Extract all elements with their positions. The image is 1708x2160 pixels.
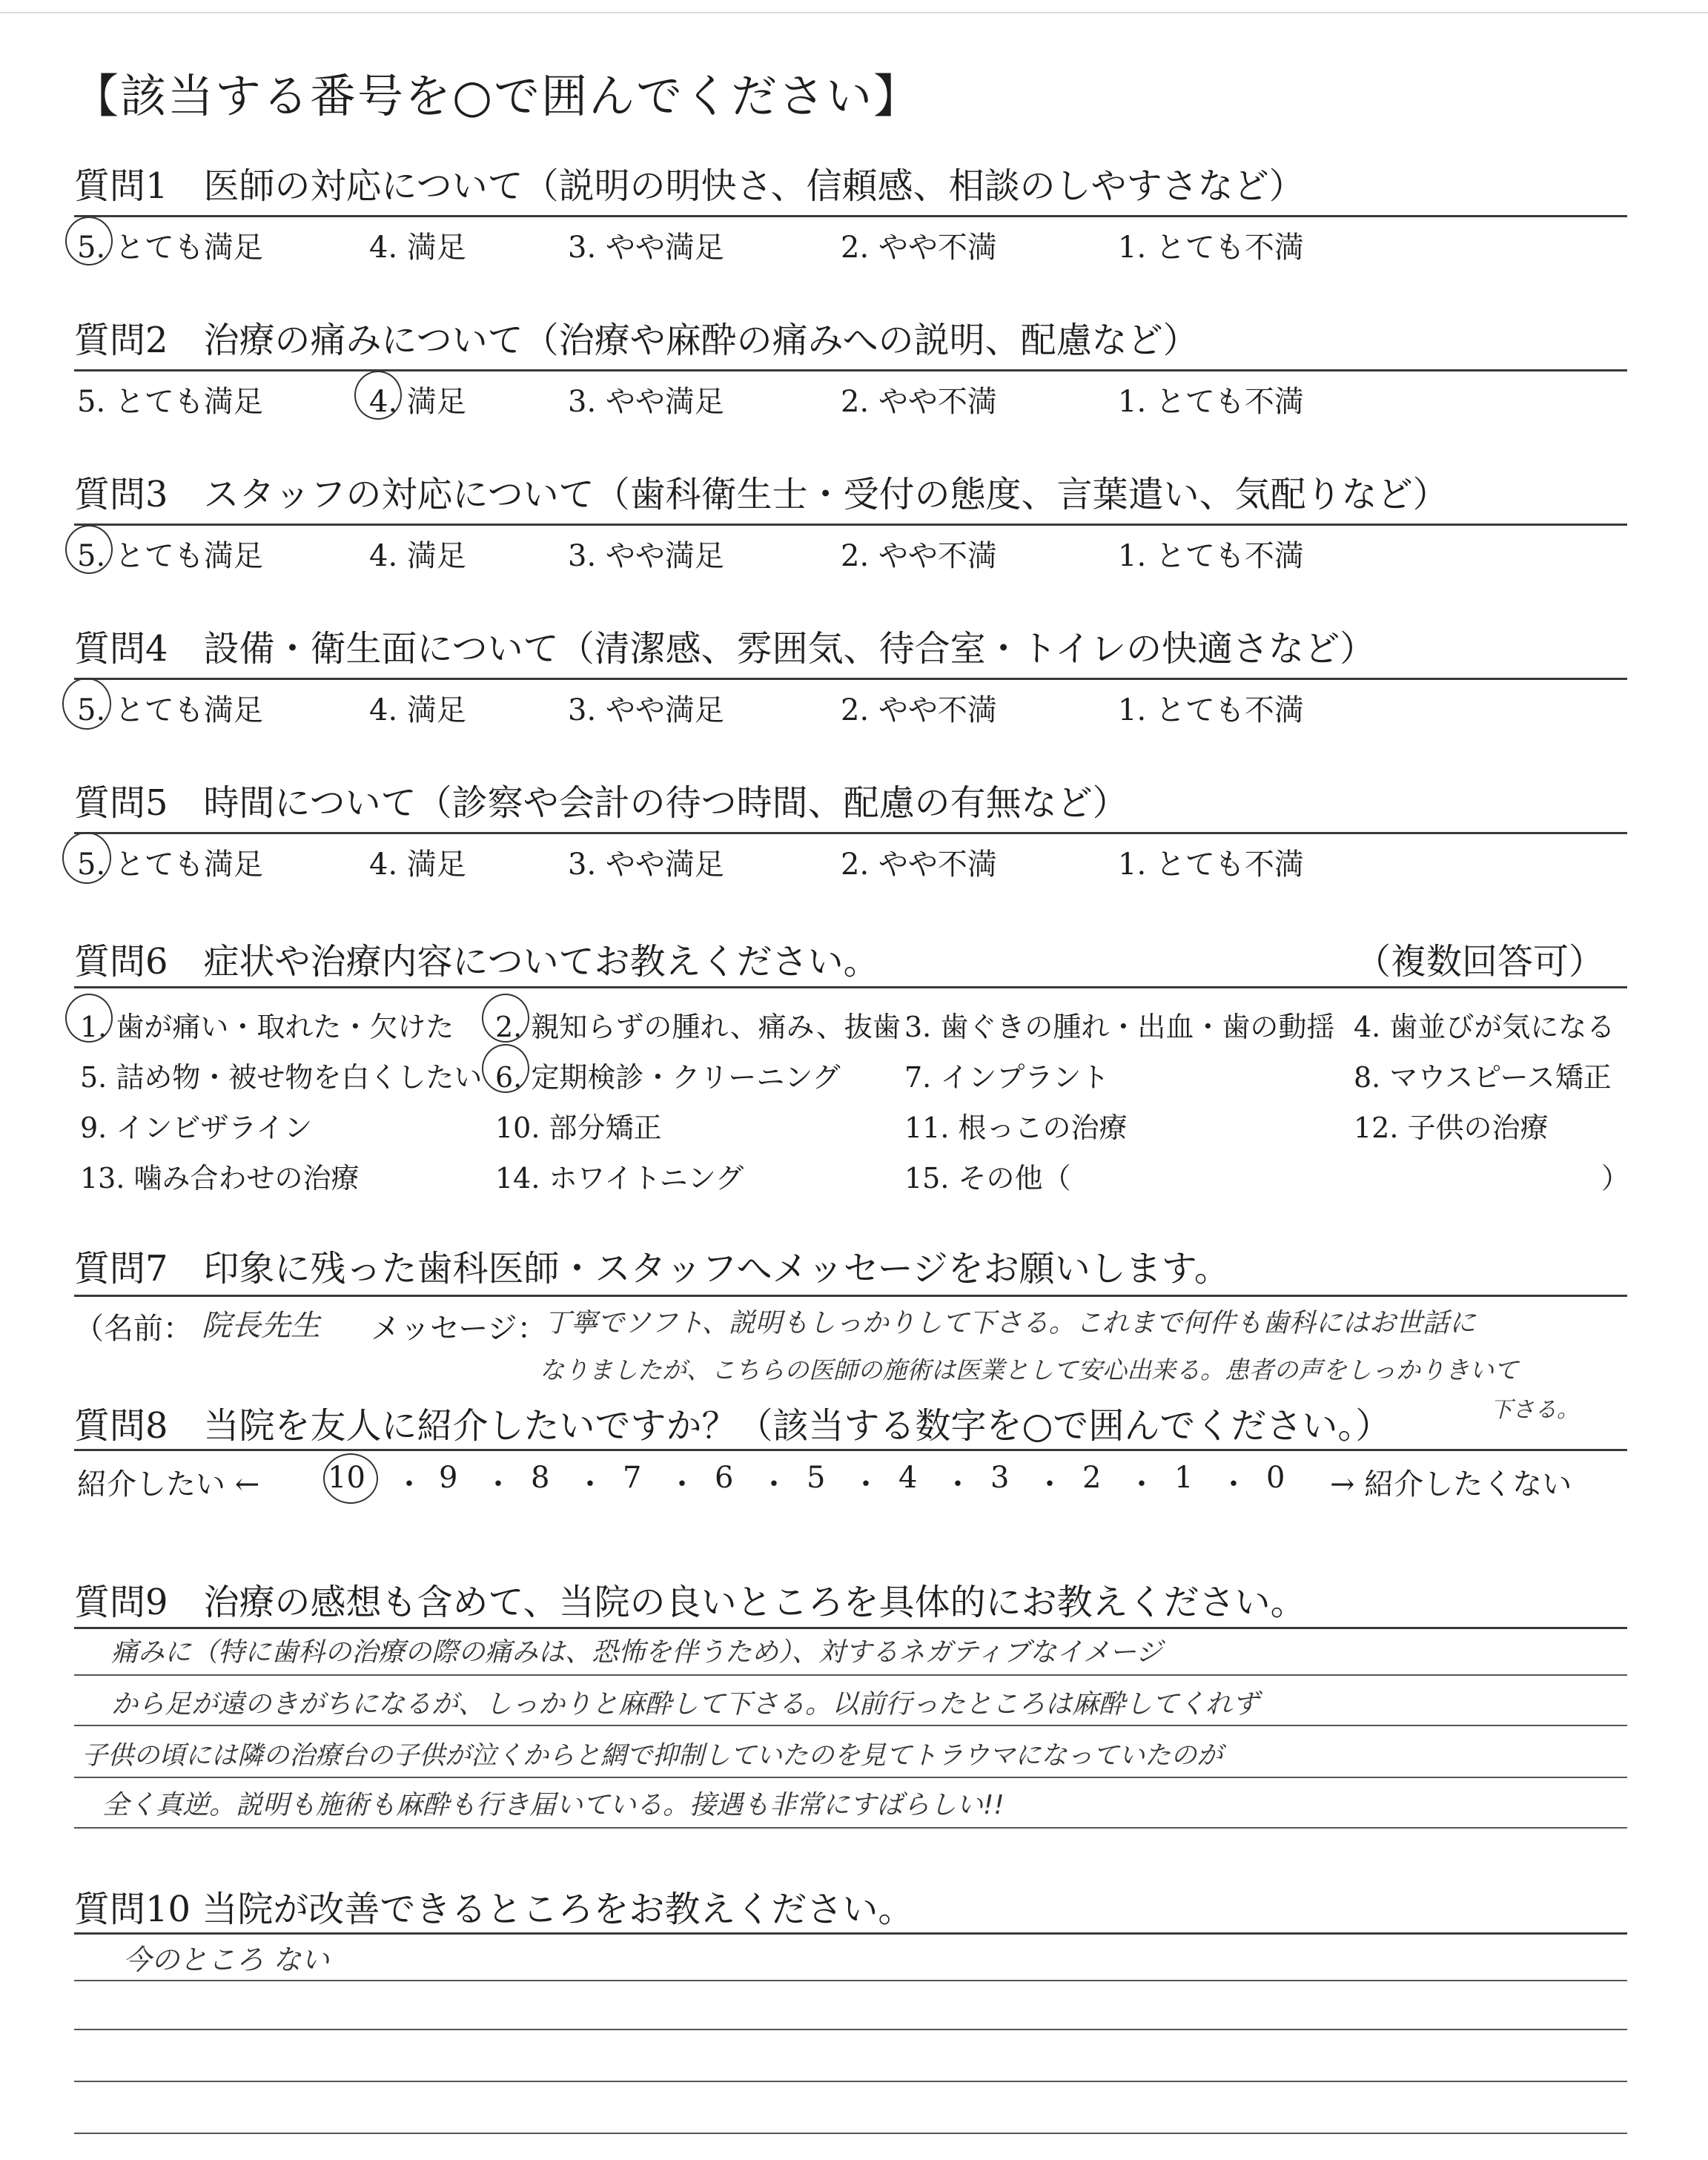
question-6-note: （複数回答可） xyxy=(1355,941,1605,982)
divider xyxy=(74,1295,1627,1297)
selection-circle xyxy=(62,832,111,884)
q6-option-11[interactable]: 11. 根っこの治療 xyxy=(904,1112,1128,1144)
q5-option-5[interactable]: 5. とても満足 xyxy=(77,848,263,882)
scale-separator: ・ xyxy=(1035,1467,1065,1502)
q2-option-5[interactable]: 5. とても満足 xyxy=(77,385,263,419)
q9-answer-line-2[interactable]: から足が遠のきがちになるが、しっかりと麻酔して下さる。以前行ったところは麻酔してくれず xyxy=(111,1689,1260,1720)
divider xyxy=(74,1932,1627,1935)
selection-circle xyxy=(482,994,529,1043)
question-4-label: 質問4 設備・衛生面について（清潔感、雰囲気、待合室・トイレの快適さなど） xyxy=(74,628,1376,670)
scale-value-0[interactable]: 0 xyxy=(1266,1461,1285,1495)
q3-option-5[interactable]: 5. とても満足 xyxy=(77,539,263,573)
q5-option-3[interactable]: 3. やや満足 xyxy=(568,848,724,882)
scale-value-8[interactable]: 8 xyxy=(531,1461,550,1495)
scale-right-label: → 紹介したくない xyxy=(1330,1467,1572,1502)
q10-answer[interactable]: 今のところ ない xyxy=(123,1943,330,1976)
question-10-label: 質問10 当院が改善できるところをお教えください。 xyxy=(74,1889,914,1930)
scale-separator: ・ xyxy=(575,1467,605,1502)
writing-line xyxy=(74,2081,1627,2082)
scale-value-4[interactable]: 4 xyxy=(898,1461,918,1495)
page-title: 【該当する番号を○で囲んでください】 xyxy=(73,69,921,123)
scale-separator: ・ xyxy=(1127,1467,1156,1502)
q6-option-15-close: ） xyxy=(1601,1162,1630,1195)
q5-option-4[interactable]: 4. 満足 xyxy=(369,848,466,882)
q3-option-4[interactable]: 4. 満足 xyxy=(369,539,466,573)
q7-message-line-3[interactable]: 下さる。 xyxy=(1490,1397,1579,1423)
q6-option-14[interactable]: 14. ホワイトニング xyxy=(495,1162,744,1195)
scale-separator: ・ xyxy=(943,1467,973,1502)
q4-option-2[interactable]: 2. やや不満 xyxy=(841,693,997,727)
q2-option-1[interactable]: 1. とても不満 xyxy=(1118,385,1304,419)
q2-option-3[interactable]: 3. やや満足 xyxy=(568,385,724,419)
q6-option-8[interactable]: 8. マウスピース矯正 xyxy=(1354,1061,1612,1094)
divider xyxy=(74,1627,1627,1629)
question-2-label: 質問2 治療の痛みについて（治療や麻酔の痛みへの説明、配慮など） xyxy=(74,320,1199,361)
q3-option-3[interactable]: 3. やや満足 xyxy=(568,539,724,573)
q7-name-label: （名前： xyxy=(74,1312,193,1346)
q1-option-4[interactable]: 4. 満足 xyxy=(369,231,466,265)
scale-separator: ・ xyxy=(851,1467,881,1502)
q4-option-1[interactable]: 1. とても不満 xyxy=(1118,693,1304,727)
q1-option-2[interactable]: 2. やや不満 xyxy=(841,231,997,265)
selection-circle xyxy=(65,525,113,574)
q2-option-2[interactable]: 2. やや不満 xyxy=(841,385,997,419)
q6-option-15[interactable]: 15. その他（ xyxy=(904,1162,1071,1195)
q5-option-2[interactable]: 2. やや不満 xyxy=(841,848,997,882)
q9-answer-line-4[interactable]: 全く真逆。説明も施術も麻酔も行き届いている。接遇も非常にすばらしい!! xyxy=(102,1790,1004,1820)
scale-separator: ・ xyxy=(483,1467,513,1502)
question-9-label: 質問9 治療の感想も含めて、当院の良いところを具体的にお教えください。 xyxy=(74,1582,1306,1623)
scale-value-10[interactable]: 10 xyxy=(328,1461,365,1495)
selection-circle xyxy=(323,1453,378,1504)
scale-left-label: 紹介したい ← xyxy=(77,1467,260,1502)
q6-option-10[interactable]: 10. 部分矯正 xyxy=(495,1112,662,1144)
q7-message-line-2[interactable]: なりましたが、こちらの医師の施術は医業として安心出来る。患者の声をしっかりきいて xyxy=(540,1355,1518,1384)
question-1-label: 質問1 医師の対応について（説明の明快さ、信頼感、相談のしやすさなど） xyxy=(74,165,1305,207)
q6-option-4[interactable]: 4. 歯並びが気になる xyxy=(1354,1011,1615,1043)
selection-circle xyxy=(62,678,111,730)
q5-option-1[interactable]: 1. とても不満 xyxy=(1118,848,1304,882)
q4-option-4[interactable]: 4. 満足 xyxy=(369,693,466,727)
scale-value-1[interactable]: 1 xyxy=(1174,1461,1194,1495)
scale-value-3[interactable]: 3 xyxy=(990,1461,1010,1495)
question-8-label: 質問8 当院を友人に紹介したいですか？（該当する数字を○で囲んでください。） xyxy=(74,1405,1391,1447)
q3-option-2[interactable]: 2. やや不満 xyxy=(841,539,997,573)
writing-line xyxy=(74,1777,1627,1778)
page-top-border xyxy=(0,12,1708,13)
divider xyxy=(74,986,1627,988)
q1-option-1[interactable]: 1. とても不満 xyxy=(1118,231,1304,265)
divider xyxy=(74,369,1627,371)
scale-value-7[interactable]: 7 xyxy=(623,1461,642,1495)
divider xyxy=(74,678,1627,680)
scale-value-5[interactable]: 5 xyxy=(807,1461,826,1495)
q9-answer-line-1[interactable]: 痛みに（特に歯科の治療の際の痛みは、恐怖を伴うため）、対するネガティブなイメージ xyxy=(111,1637,1163,1668)
divider xyxy=(74,1449,1627,1451)
scale-separator: ・ xyxy=(667,1467,697,1502)
question-3-label: 質問3 スタッフの対応について（歯科衛生士・受付の態度、言葉遣い、気配りなど） xyxy=(74,474,1449,515)
writing-line xyxy=(74,1980,1627,1981)
selection-circle xyxy=(354,371,402,420)
q2-option-4[interactable]: 4. 満足 xyxy=(369,385,466,419)
q6-option-3[interactable]: 3. 歯ぐきの腫れ・出血・歯の動揺 xyxy=(904,1011,1335,1043)
scale-separator: ・ xyxy=(759,1467,789,1502)
divider xyxy=(74,524,1627,526)
question-5-label: 質問5 時間について（診察や会計の待つ時間、配慮の有無など） xyxy=(74,782,1128,824)
writing-line xyxy=(74,1674,1627,1676)
writing-line xyxy=(74,1827,1627,1829)
q3-option-1[interactable]: 1. とても不満 xyxy=(1118,539,1304,573)
q6-option-7[interactable]: 7. インプラント xyxy=(904,1061,1110,1094)
question-6-label: 質問6 症状や治療内容についてお教えください。 xyxy=(74,941,879,982)
q6-option-6[interactable]: 6. 定期検診・クリーニング xyxy=(495,1061,841,1094)
selection-circle xyxy=(482,1044,529,1093)
q6-option-1[interactable]: 1. 歯が痛い・取れた・欠けた xyxy=(80,1011,454,1043)
scale-value-6[interactable]: 6 xyxy=(715,1461,734,1495)
scale-separator: ・ xyxy=(394,1467,424,1502)
scale-separator: ・ xyxy=(1219,1467,1248,1502)
q4-option-3[interactable]: 3. やや満足 xyxy=(568,693,724,727)
scale-value-9[interactable]: 9 xyxy=(439,1461,458,1495)
q4-option-5[interactable]: 5. とても満足 xyxy=(77,693,263,727)
q1-option-5[interactable]: 5. とても満足 xyxy=(77,231,263,265)
selection-circle xyxy=(65,994,113,1043)
q6-option-5[interactable]: 5. 詰め物・被せ物を白くしたい xyxy=(80,1061,483,1094)
q9-answer-line-3[interactable]: 子供の頃には隣の治療台の子供が泣くからと網で抑制していたのを見てトラウマになっていたのが xyxy=(82,1741,1223,1771)
q6-option-12[interactable]: 12. 子供の治療 xyxy=(1354,1112,1549,1144)
writing-line xyxy=(74,2029,1627,2030)
writing-line xyxy=(74,1725,1627,1726)
q1-option-3[interactable]: 3. やや満足 xyxy=(568,231,724,265)
writing-line xyxy=(74,2133,1627,2134)
q7-name-value[interactable]: 院長先生 xyxy=(202,1309,320,1343)
scale-value-2[interactable]: 2 xyxy=(1082,1461,1102,1495)
q7-message-line-1[interactable]: 丁寧でソフト、説明もしっかりして下さる。これまで何件も歯科にはお世話に xyxy=(544,1308,1476,1338)
divider xyxy=(74,215,1627,217)
divider xyxy=(74,832,1627,834)
q6-option-13[interactable]: 13. 噛み合わせの治療 xyxy=(80,1162,360,1195)
question-7-label: 質問7 印象に残った歯科医師・スタッフへメッセージをお願いします。 xyxy=(74,1248,1230,1289)
q7-message-label: メッセージ： xyxy=(371,1312,547,1346)
q6-option-2[interactable]: 2. 親知らずの腫れ、痛み、抜歯 xyxy=(495,1011,901,1043)
q6-option-9[interactable]: 9. インビザライン xyxy=(80,1112,313,1144)
selection-circle xyxy=(65,217,113,265)
